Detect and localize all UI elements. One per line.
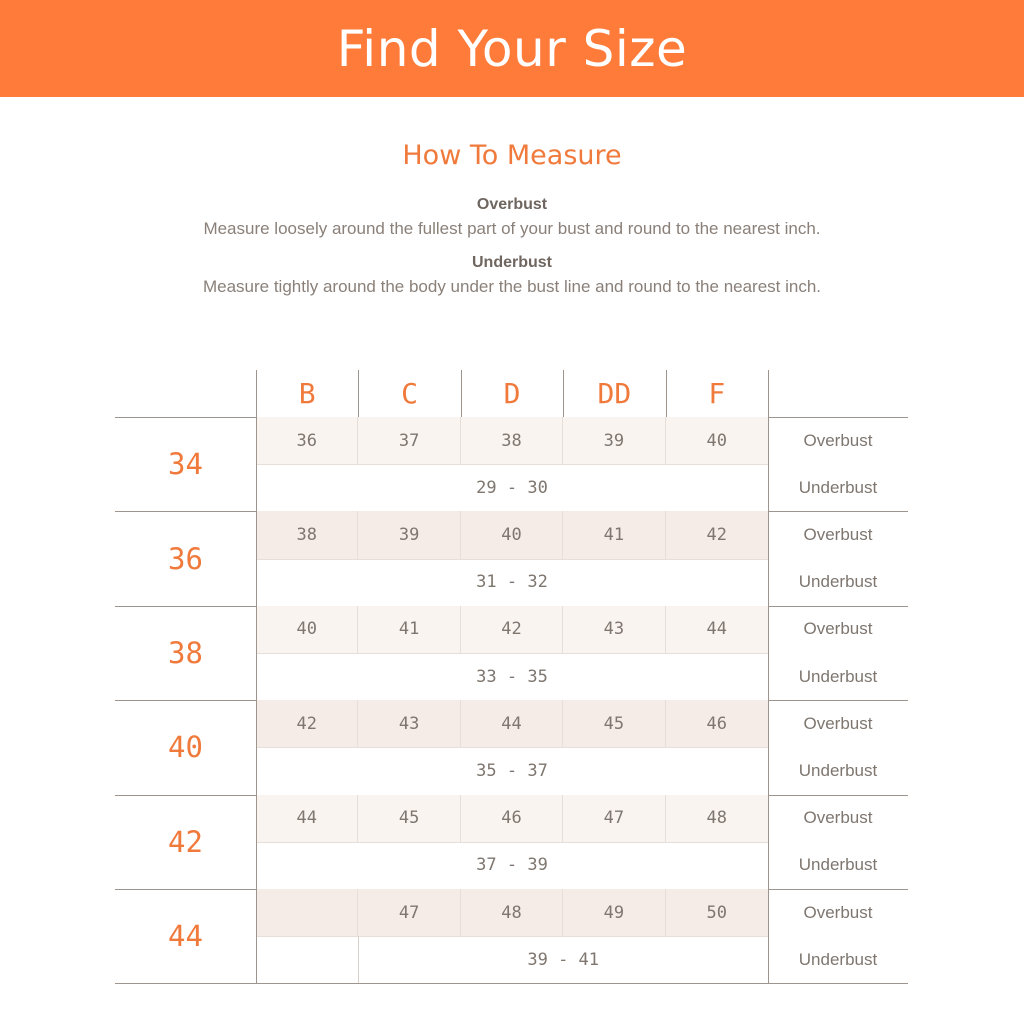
overbust-cell: 42 (256, 700, 358, 747)
underbust-value: 39 - 41 (527, 949, 600, 970)
underbust-label: Underbust (798, 666, 878, 686)
header-divider (461, 370, 462, 417)
overbust-description: Measure loosely around the fullest part of your bust and round to the nearest inch. (203, 219, 821, 238)
underbust-label: Underbust (798, 760, 878, 780)
label-column-divider (768, 417, 769, 983)
overbust-cell: 48 (706, 808, 728, 829)
overbust-cell: 38 (256, 511, 358, 558)
overbust-cell: 36 (256, 417, 358, 464)
band-size-40: 40 (168, 730, 203, 765)
band-size-34: 34 (168, 447, 203, 482)
overbust-cell: 47 (358, 889, 460, 936)
overbust-label: Overbust (803, 808, 873, 828)
overbust-row (256, 889, 768, 936)
overbust-cell: 42 (706, 524, 728, 545)
overbust-cell: 39 (563, 417, 665, 464)
cup-header-c: C (401, 377, 419, 410)
overbust-row (256, 606, 768, 653)
underbust-label: Underbust (798, 855, 878, 875)
overbust-label: Overbust (803, 619, 873, 639)
cup-header-b: B (298, 377, 316, 410)
band-column-divider (256, 417, 257, 983)
overbust-label: Overbust (803, 430, 873, 450)
overbust-cell: 40 (706, 430, 728, 451)
header-divider (563, 370, 564, 417)
overbust-cell: 45 (358, 795, 460, 842)
cup-header-f: F (708, 377, 726, 410)
overbust-cell: 37 (358, 417, 460, 464)
underbust-divider (358, 936, 359, 983)
header-divider (256, 370, 257, 417)
band-size-38: 38 (168, 635, 203, 670)
cup-header-dd: DD (597, 377, 632, 410)
overbust-cell: 41 (358, 606, 460, 653)
underbust-label: Underbust (798, 572, 878, 592)
overbust-label: Overbust (803, 713, 873, 733)
underbust-value: 29 - 30 (476, 477, 548, 498)
overbust-row (256, 417, 768, 464)
overbust-cell: 45 (563, 700, 665, 747)
underbust-description: Measure tightly around the body under the bust line and round to the nearest inch. (202, 277, 822, 296)
band-size-36: 36 (168, 541, 203, 576)
band-size-44: 44 (168, 919, 203, 954)
band-size-42: 42 (168, 824, 203, 859)
overbust-cell: 40 (256, 606, 358, 653)
overbust-row (256, 511, 768, 558)
underbust-label: Underbust (798, 949, 878, 969)
overbust-cell: 42 (461, 606, 563, 653)
overbust-cell: 48 (461, 889, 563, 936)
overbust-cell: 43 (563, 606, 665, 653)
overbust-cell: 46 (461, 795, 563, 842)
overbust-cell: 43 (358, 700, 460, 747)
underbust-value: 37 - 39 (476, 855, 548, 876)
overbust-cell: 46 (706, 713, 728, 734)
underbust-term: Underbust (472, 254, 552, 271)
overbust-row (256, 795, 768, 842)
overbust-term: Overbust (476, 196, 548, 213)
overbust-cell: 44 (706, 619, 728, 640)
overbust-cell: 44 (461, 700, 563, 747)
underbust-value: 31 - 32 (476, 572, 548, 593)
overbust-cell: 40 (461, 511, 563, 558)
header-divider (666, 370, 667, 417)
underbust-label: Underbust (798, 477, 878, 497)
overbust-cell: 44 (256, 795, 358, 842)
overbust-cell: 50 (706, 902, 728, 923)
underbust-value: 33 - 35 (476, 666, 548, 687)
overbust-cell: 49 (563, 889, 665, 936)
header-divider (358, 370, 359, 417)
page-title: Find Your Size (336, 19, 688, 78)
overbust-cell (256, 889, 358, 936)
overbust-cell: 39 (358, 511, 460, 558)
overbust-cell: 47 (563, 795, 665, 842)
overbust-label: Overbust (803, 524, 873, 544)
overbust-label: Overbust (803, 902, 873, 922)
table-bottom-border (115, 983, 908, 984)
overbust-cell: 41 (563, 511, 665, 558)
overbust-row (256, 700, 768, 747)
cup-header-d: D (503, 377, 521, 410)
overbust-cell: 38 (461, 417, 563, 464)
how-to-measure-heading: How To Measure (402, 140, 622, 171)
underbust-value: 35 - 37 (476, 760, 548, 781)
header-divider (768, 370, 769, 417)
